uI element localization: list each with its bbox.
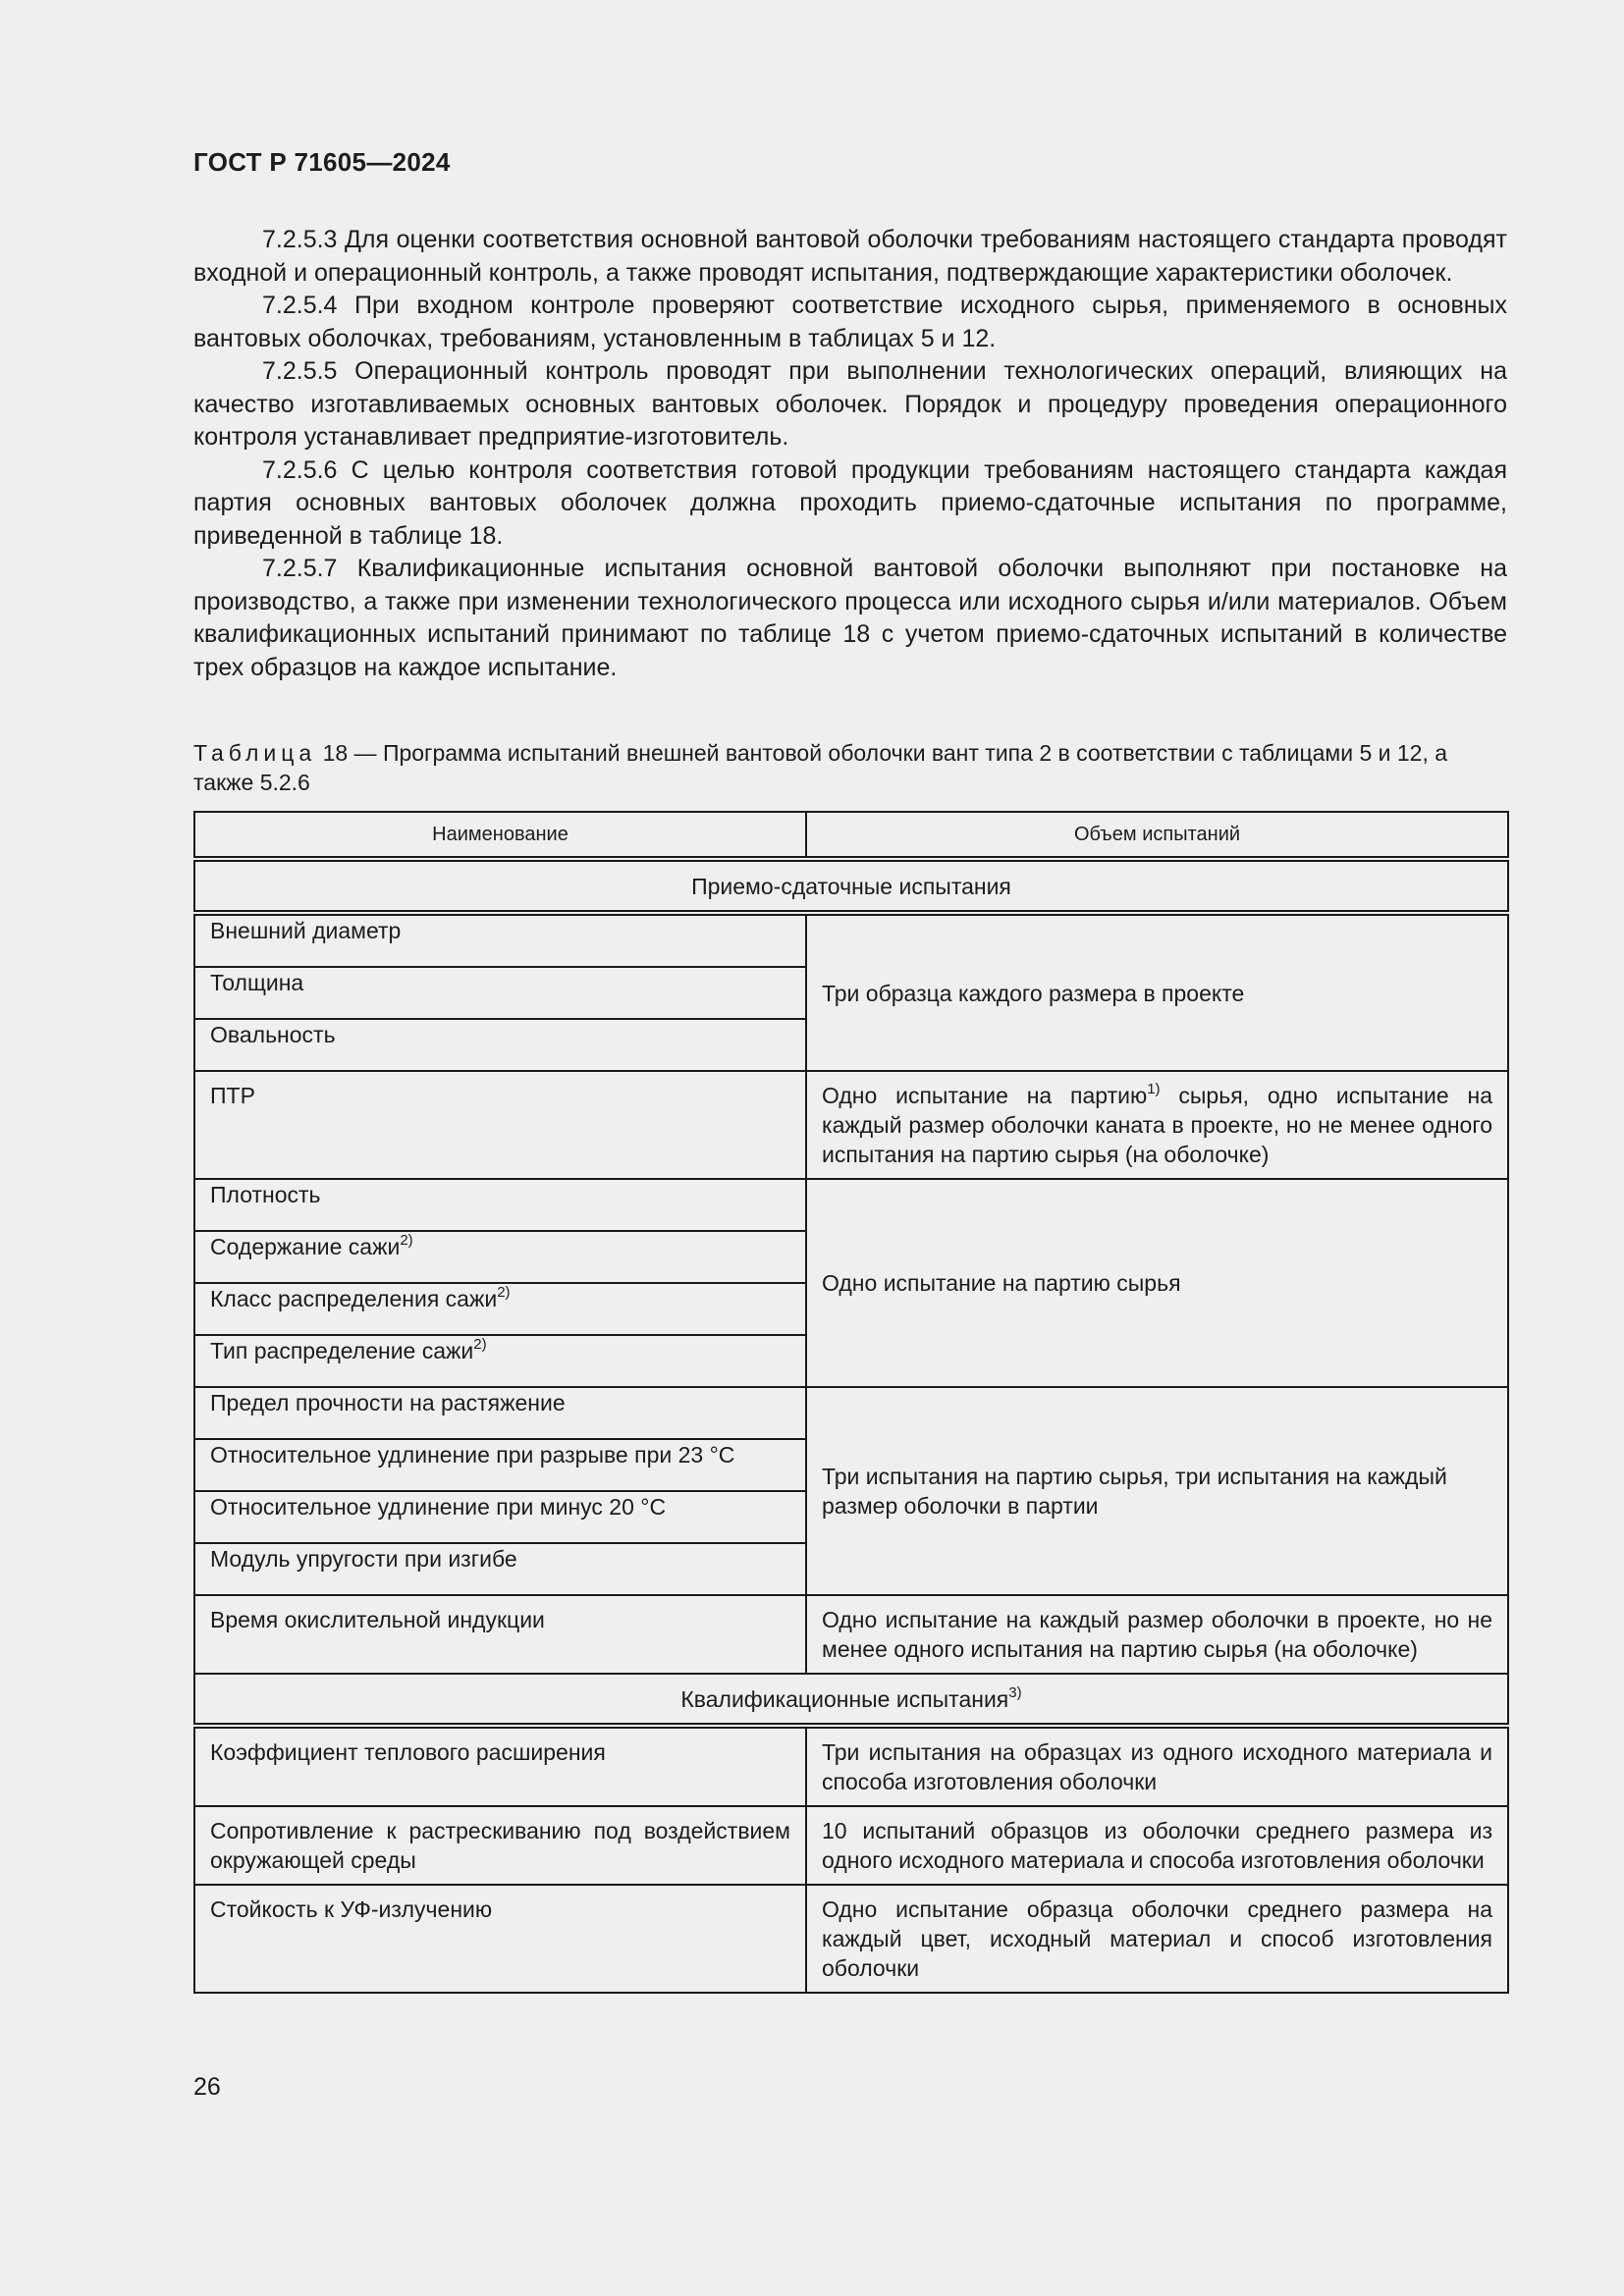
table-row [194, 1387, 1508, 1439]
row-name-soot-content [194, 1231, 806, 1283]
table-row [194, 1071, 1508, 1179]
paragraph-7-2-5-4: 7.2.5.4 При входном контроле проверяют соответствие исходного сырья, применяемого в основных вантовых оболочках, требованиям, установленным в таблицах 5 и 12. [193, 292, 1507, 352]
test-program-table [193, 811, 1509, 1994]
row-name-density: Плотность [194, 1179, 806, 1231]
row-volume-group3: Одно испытание на партию сырья [806, 1179, 1508, 1387]
row-name-elongation-23: Относительное удлинение при разрыве при 23 °С [194, 1439, 806, 1491]
row-volume-group4: Три испытания на партию сырья, три испытания на каждый размер оболочки в партии [806, 1387, 1508, 1595]
footnote-ref-1: 1) [1147, 1081, 1161, 1097]
document-header: ГОСТ Р 71605—2024 [193, 147, 451, 177]
table-row [194, 1595, 1508, 1674]
ptr-volume-part-a: Одно испытание на партию [822, 1083, 1148, 1108]
row-volume-ptr [806, 1071, 1508, 1179]
footnote-ref-2: 2) [497, 1284, 511, 1301]
table-row [194, 1726, 1508, 1806]
col-header-name: Наименование [194, 812, 806, 859]
footnote-ref-3: 3) [1008, 1683, 1022, 1701]
paragraph-7-2-5-3: 7.2.5.3 Для оценки соответствия основной вантовой оболочки требованиям настоящего стандарта проводят входной и операционный контроль, а также проводят испытания, подтверждающие характеристики оболочек. [193, 226, 1507, 287]
paragraph-7-2-5-7: 7.2.5.7 Квалификационные испытания основной вантовой оболочки выполняют при постановке на производство, а также при изменении технологического процесса или исходного сырья и/или материалов. Объем квалификационных испытаний принимают по таблице 18 с учетом приемо-сдаточных испытаний в количестве трех образцов на каждое испытание. [193, 555, 1507, 681]
row-name-elongation-minus-20: Относительное удлинение при минус 20 °С [194, 1491, 806, 1543]
row-name-soot-distribution-type [194, 1335, 806, 1387]
table-row [194, 1885, 1508, 1993]
row-name-thermal-expansion: Коэффициент теплового расширения [194, 1726, 806, 1806]
section-acceptance-tests: Приемо-сдаточные испытания [194, 859, 1508, 913]
row-name-outer-diameter: Внешний диаметр [194, 913, 806, 967]
row-volume-stress-cracking: 10 испытаний образцов из оболочки среднего размера из одного исходного материала и способа изготовления оболочки [806, 1806, 1508, 1885]
row-name-thickness: Толщина [194, 967, 806, 1019]
paragraph-7-2-5-6: 7.2.5.6 С целью контроля соответствия готовой продукции требованиям настоящего стандарта каждая партия основных вантовых оболочек должна проходить приемо-сдаточные испытания по программе, приведенной в таблице 18. [193, 455, 1507, 550]
table-caption-label: Таблица [193, 740, 317, 766]
row-volume-thermal-expansion: Три испытания на образцах из одного исходного материала и способа изготовления оболочки [806, 1726, 1508, 1806]
paragraph-7-2-5-5: 7.2.5.5 Операционный контроль проводят при выполнении технологических операций, влияющих на качество изготавливаемых основных вантовых оболочек. Порядок и процедуру проведения операционного контроля устанавливает предприятие-изготовитель. [193, 357, 1507, 451]
footnote-ref-2: 2) [400, 1232, 413, 1249]
row-name-ovality: Овальность [194, 1019, 806, 1071]
section-row-acceptance [194, 859, 1508, 913]
ptr-volume-part-b: сырья, одно испытание на каждый размер оболочки каната в проекте, но не менее одного испытания на партию сырья (на оболочке) [822, 1083, 1492, 1167]
row-volume-uv-resistance: Одно испытание образца оболочки среднего размера на каждый цвет, исходный материал и способ изготовления оболочки [806, 1885, 1508, 1993]
qualification-label: Квалификационные испытания [680, 1685, 1009, 1712]
soot-class-label: Класс распределения сажи [210, 1286, 498, 1311]
footnote-ref-2: 2) [473, 1336, 487, 1353]
table-row [194, 1806, 1508, 1885]
row-name-tensile-strength: Предел прочности на растяжение [194, 1387, 806, 1439]
table-row [194, 1179, 1508, 1231]
section-qualification-tests [194, 1674, 1508, 1726]
col-header-volume: Объем испытаний [806, 812, 1508, 859]
table-caption-text: 18 — Программа испытаний внешней вантовой оболочки вант типа 2 в соответствии с таблицами 5 и 12, а также 5.2.6 [193, 740, 1448, 795]
body-text [193, 224, 1507, 684]
soot-content-label: Содержание сажи [210, 1234, 401, 1259]
row-name-stress-cracking: Сопротивление к растрескиванию под воздействием окружающей среды [194, 1806, 806, 1885]
table-header-row [194, 812, 1508, 859]
row-name-uv-resistance: Стойкость к УФ-излучению [194, 1885, 806, 1993]
section-row-qualification [194, 1674, 1508, 1726]
row-name-oxidation-induction: Время окислительной индукции [194, 1595, 806, 1674]
table-caption [193, 738, 1509, 797]
row-volume-oxidation-induction: Одно испытание на каждый размер оболочки в проекте, но не менее одного испытания на партию сырья (на оболочке) [806, 1595, 1508, 1674]
row-name-flexural-modulus: Модуль упругости при изгибе [194, 1543, 806, 1595]
row-name-ptr: ПТР [194, 1071, 806, 1179]
table-row [194, 913, 1508, 967]
row-volume-group1: Три образца каждого размера в проекте [806, 913, 1508, 1071]
soot-type-label: Тип распределение сажи [210, 1338, 474, 1363]
page-number: 26 [193, 2073, 221, 2101]
row-name-soot-distribution-class [194, 1283, 806, 1335]
